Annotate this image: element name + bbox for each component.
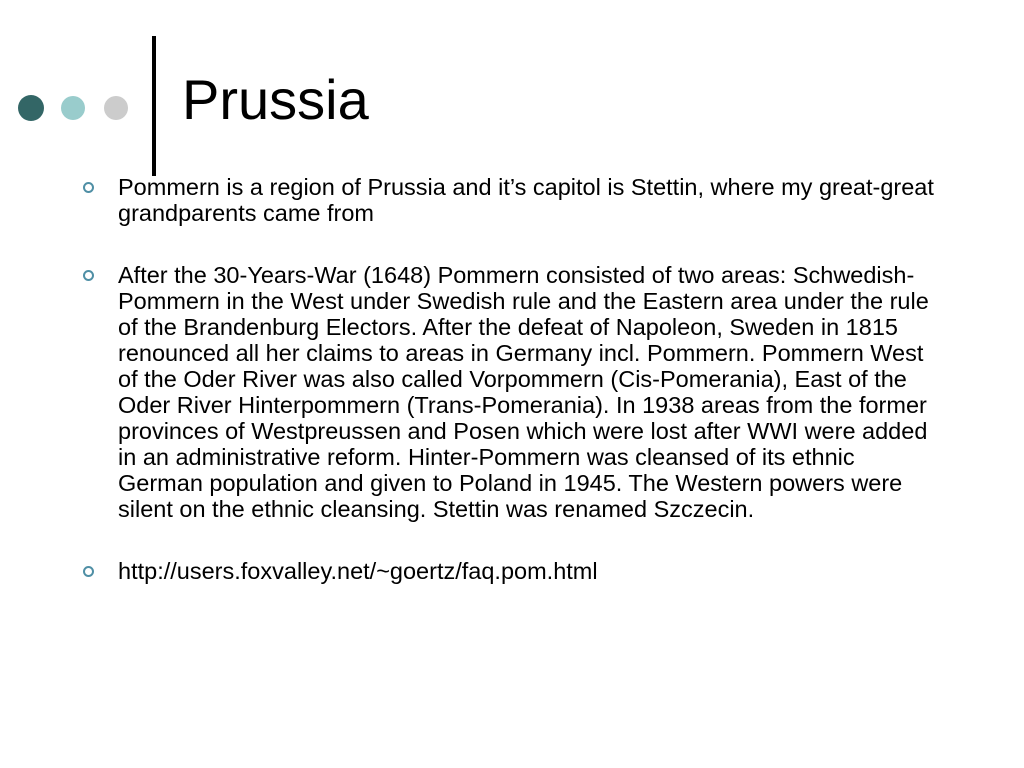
title-divider [152,36,156,176]
bullet-list [80,174,940,620]
bullet-item [80,262,940,522]
bullet-text: After the 30-Years-War (1648) Pommern consisted of two areas: Schwedish-Pommern in the West under Swedish rule and the Eastern area under the rule of the Brandenburg Electors. After the defeat of Napoleon, Sweden in 1815 renounced all her claims to areas in Germany incl. Pommern. Pommern West of the Oder River was also called Vorpommern (Cis-Pomerania), East of the Oder River Hinterpommern (Trans-Pomerania). In 1938 areas from the former provinces of Westpreussen and Posen which were lost after WWI were added in an administrative reform. Hinter-Pommern was cleansed of its ethnic German population and given to Poland in 1945. The Western powers were silent on the ethnic cleansing. Stettin was renamed Szczecin. [118,262,929,522]
bullet-circle-icon [83,566,94,577]
bullet-circle-icon [83,182,94,193]
bullet-item [80,174,940,226]
bullet-link-text: http://users.foxvalley.net/~goertz/faq.pom.html [118,558,598,584]
slide-title: Prussia [182,68,369,131]
bullet-circle-icon [83,270,94,281]
bullet-text: Pommern is a region of Prussia and it’s capitol is Stettin, where my great-great grandparents came from [118,174,934,226]
decorative-dot-light-teal [61,96,85,120]
decorative-dot-dark [18,95,44,121]
bullet-item [80,558,940,584]
decorative-dot-gray [104,96,128,120]
